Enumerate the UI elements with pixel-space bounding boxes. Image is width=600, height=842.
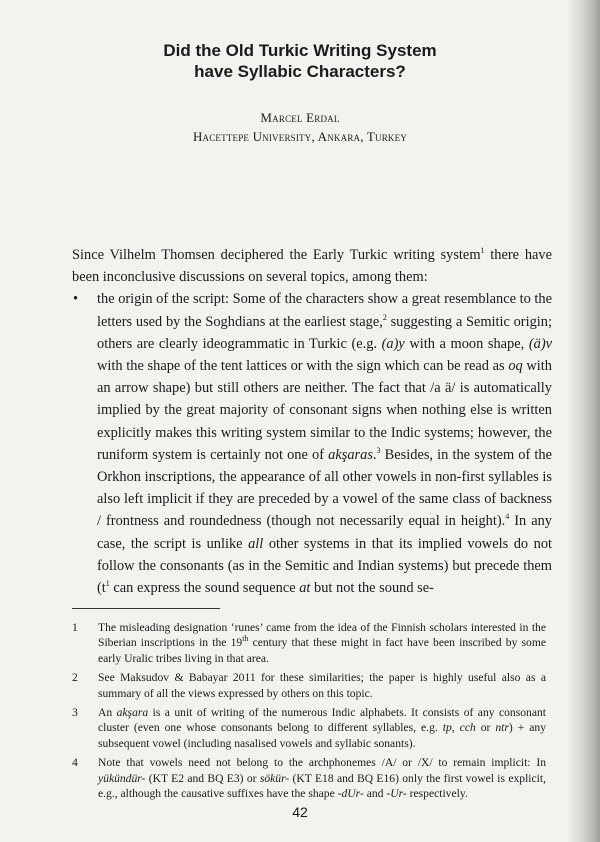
footnote-3: 3 An akşara is a unit of writing of the numerous Indic alphabets. It consists of any consonant cluster (even one whose consonants belong to different syllables, e.g. tp, cch or ntr) + any subsequent vowel (including nasalised vowels and syllabic sonants). [72, 706, 546, 750]
paper-title [60, 40, 540, 82]
footnote-4: 4 Note that vowels need not belong to the archphonemes /A/ or /X/ to remain implicit: In yükündür- (KT E2 and BQ E3) or sökür- (KT E18 and BQ E16) only the first vowel is explicit, e.g., although the causative suffixes have the shape -dUr- and -Ur- respectively. [72, 756, 546, 801]
title-line-2: have Syllabic Characters? [194, 62, 406, 81]
footnote-2: 2 See Maksudov & Babayar 2011 for these similarities; the paper is highly useful also as a summary of all the views expressed by others on this topic. [72, 671, 546, 700]
intro-paragraph: Since Vilhelm Thomsen deciphered the Early Turkic writing system$^1$ there have been inconclusive discussions on several topics, among them: [72, 246, 552, 286]
author-name: Marcel Erdal [260, 110, 340, 125]
body-text [72, 244, 552, 599]
bullet-item-origin: • the origin of the script: Some of the characters show a great resemblance to the letters used by the Soghdians at the earliest stage,$^2$ suggesting a Semitic origin; others are clearly ideogrammatic in Turkic (e.g. (a)y with a moon shape, (ä)v with the shape of the tent lattices or with the sign which can be read as oq with an arrow shape) but still others are neither. The fact that /a ä/ is automatically implied by the great majority of consonant signs when nothing else is written explicitly makes this writing system similar to the Indic systems; however, the runiform system is certainly not one of akşaras.$^3$ Besides, in the system of the Orkhon inscriptions, the appearance of all other vowels in non-first syllables is also left implicit if they are preceded by a vowel of the same class of backness / frontness and roundedness (though not necessarily equal in height).$^4$ In any case, the script is unlike all other systems in that its implied vowels do not follow the consonants (as in the Semitic and Indian systems) but precede them ($t^1$ can express the sound sequence at but not the sound se- [72, 288, 552, 599]
bullet-icon: • [73, 291, 79, 308]
footnotes [72, 620, 546, 805]
page-number: 42 [292, 804, 308, 820]
author-affiliation: Hacettepe University, Ankara, Turkey [192, 129, 408, 144]
footnote-ref-2[interactable]: 2 [382, 312, 387, 322]
footnote-ref-4[interactable]: 4 [505, 512, 510, 522]
footnote-ref-3[interactable]: 3 [376, 446, 381, 456]
footnote-1: 1 The misleading designation ‘runes’ came from the idea of the Finnish scholars interested in the Siberian inscriptions in the 19th century that these might in fact have been inscribed by some early Uralic tribes living in that area. [72, 621, 547, 665]
title-line-1: Did the Old Turkic Writing System [163, 41, 437, 60]
footnote-divider [72, 608, 220, 609]
footnote-ref-1[interactable]: 1 [480, 246, 485, 256]
page-gutter-shadow [566, 0, 600, 842]
author-block [60, 108, 540, 146]
